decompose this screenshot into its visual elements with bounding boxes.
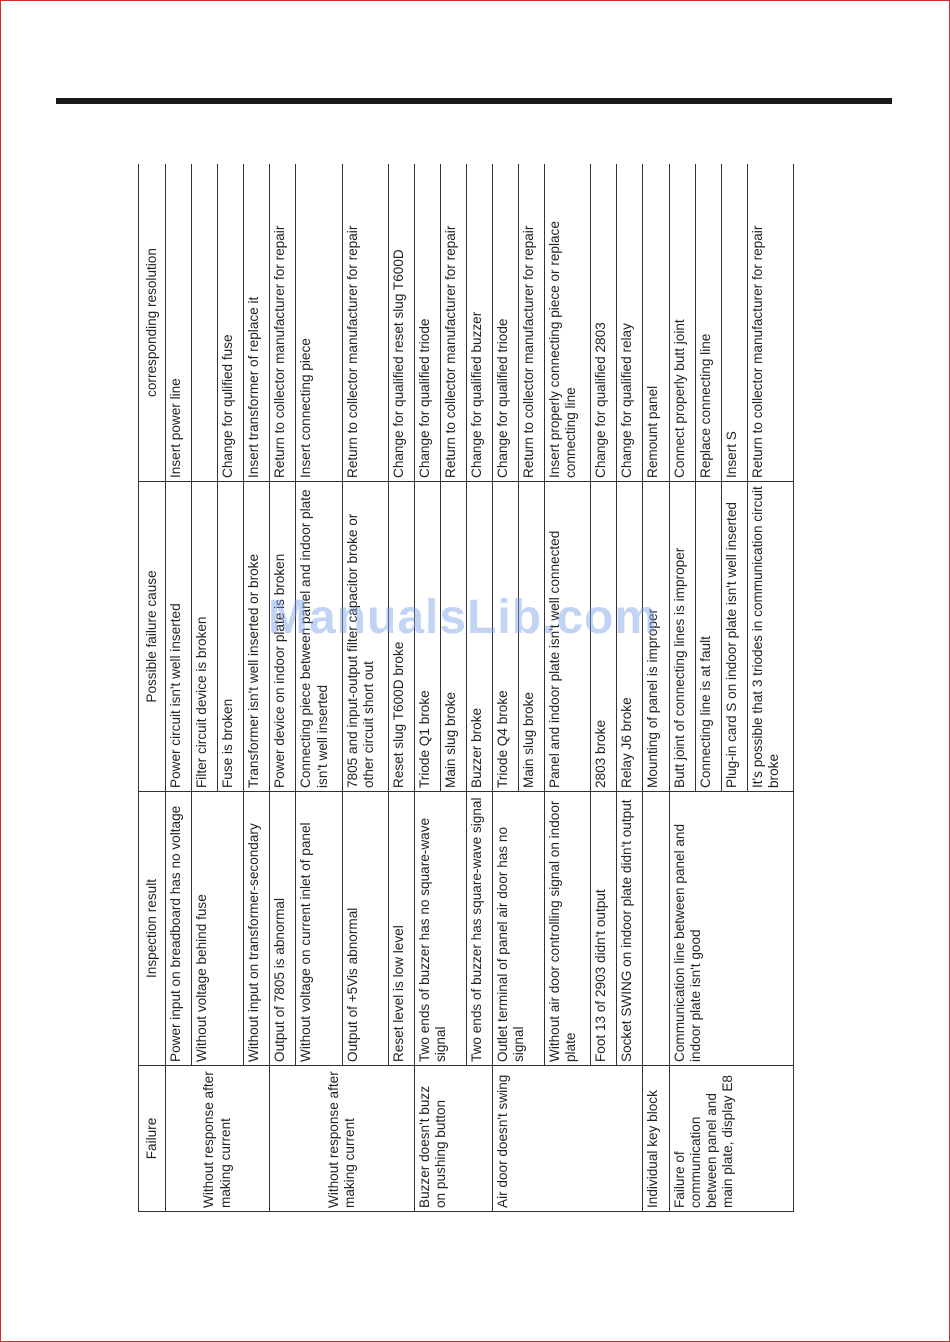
failure-cell: Without response after making current [270,1066,414,1212]
cause-cell: Plug-in card S on indoor plate isn't well inserted [721,482,747,792]
resolution-cell: Remount panel [643,164,669,482]
cause-cell: Power circuit isn't well inserted [166,482,192,792]
resolution-cell: Change for qualified buzzer [466,164,492,482]
cause-cell: 7805 and input-output filter capacitor broke or other circuit short out [342,482,388,792]
resolution-cell: Change for qualified relay [617,164,643,482]
header-resolution: corresponding resolution [139,164,166,482]
cause-cell: Filter circuit device is broken [192,482,218,792]
resolution-cell: Return to collector manufacturer for repair [440,164,466,482]
failure-cell: Buzzer doesn't buzz on pushing button [414,1066,492,1212]
troubleshooting-table-area [138,164,794,1212]
cause-cell: Relay J6 broke [617,482,643,792]
inspection-cell: Output of 7805 is abnormal [270,792,296,1066]
resolution-cell: Return to collector manufacturer for repair [270,164,296,482]
table-row [669,164,695,1212]
resolution-cell: Insert power line [166,164,192,482]
cause-cell: Panel and indoor plate isn't well connected [545,482,591,792]
cause-cell: Transformer isn't well inserted or broke [244,482,270,792]
cause-cell: Butt joint of connecting lines is improper [669,482,695,792]
table-header-row [139,164,166,1212]
header-inspection-result: Inspection result [139,792,166,1066]
inspection-cell: Two ends of buzzer has no square-wave signal [414,792,466,1066]
resolution-cell: Return to collector manufacturer for repair [747,164,793,482]
inspection-cell: Two ends of buzzer has square-wave signal [466,792,492,1066]
failure-cell: Failure of communication between panel and main plate, display E8 [669,1066,794,1212]
failure-cell: Individual key block [643,1066,669,1212]
resolution-cell: Insert connecting piece [296,164,342,482]
inspection-cell: Outlet terminal of panel air door has no signal [492,792,544,1066]
table-row [492,164,518,1212]
resolution-cell: Return to collector manufacturer for repair [342,164,388,482]
resolution-cell: Change for qulified fuse [218,164,244,482]
resolution-cell: Change for qualified reset slug T600D [388,164,414,482]
cause-cell: Fuse is broken [218,482,244,792]
table-row [545,164,591,1212]
inspection-cell: Without input on transformer-secondary [244,792,270,1066]
inspection-cell: Without voltage behind fuse [192,792,244,1066]
inspection-cell [643,792,669,1066]
cause-cell: 2803 broke [591,482,617,792]
inspection-cell: Output of +5Vis abnormal [342,792,388,1066]
table-row [270,164,296,1212]
table-row [244,164,270,1212]
inspection-cell: Without voltage on current inlet of panel [296,792,342,1066]
resolution-cell: Replace connecting line [695,164,721,482]
table-row [388,164,414,1212]
cause-cell: Triode Q4 broke [492,482,518,792]
resolution-cell: Change for qualified triode [492,164,518,482]
resolution-cell: Insert transformer of replace it [244,164,270,482]
table-row [591,164,617,1212]
cause-cell: Mounting of panel is improper [643,482,669,792]
cause-cell: Connecting line is at fault [695,482,721,792]
table-row [643,164,669,1212]
failure-cell: Air door doesn't swing [492,1066,642,1212]
resolution-cell: Insert S [721,164,747,482]
failure-cell: Without response after making current [166,1066,270,1212]
resolution-cell: Connect properly butt joint [669,164,695,482]
table-row [466,164,492,1212]
inspection-cell: Communication line between panel and indoor plate isn't good [669,792,794,1066]
cause-cell: Power device on indoor plate is broken [270,482,296,792]
resolution-cell: Change for qualified triode [414,164,440,482]
header-rule [56,98,892,104]
inspection-cell: Reset level is low level [388,792,414,1066]
header-failure: Failure [139,1066,166,1212]
cause-cell: Buzzer broke [466,482,492,792]
table-row [166,164,192,1212]
inspection-cell: Foot 13 of 2903 didn't output [591,792,617,1066]
cause-cell: Triode Q1 broke [414,482,440,792]
table-row [617,164,643,1212]
table-row [414,164,440,1212]
troubleshooting-table [138,164,794,1212]
inspection-cell: Power input on breadboard has no voltage [166,792,192,1066]
resolution-cell: Return to collector manufacturer for repair [519,164,545,482]
cause-cell: Main slug broke [440,482,466,792]
resolution-cell: Change for qualified 2803 [591,164,617,482]
inspection-cell: Without air door controlling signal on indoor plate [545,792,591,1066]
resolution-cell: Insert properly connecting piece or replace connecting line [545,164,591,482]
cause-cell: It's possible that 3 triodes in communication circuit broke [747,482,793,792]
cause-cell: Reset slug T600D broke [388,482,414,792]
table-row [192,164,218,1212]
inspection-cell: Socket SWING on indoor plate didn't output [617,792,643,1066]
watermark: ManualsLib.com [268,591,659,644]
resolution-cell [192,164,218,482]
cause-cell: Connecting piece between panel and indoor plate isn't well inserted [296,482,342,792]
table-row [296,164,342,1212]
header-failure-cause: Possible failure cause [139,482,166,792]
table-row [342,164,388,1212]
cause-cell: Main slug broke [519,482,545,792]
